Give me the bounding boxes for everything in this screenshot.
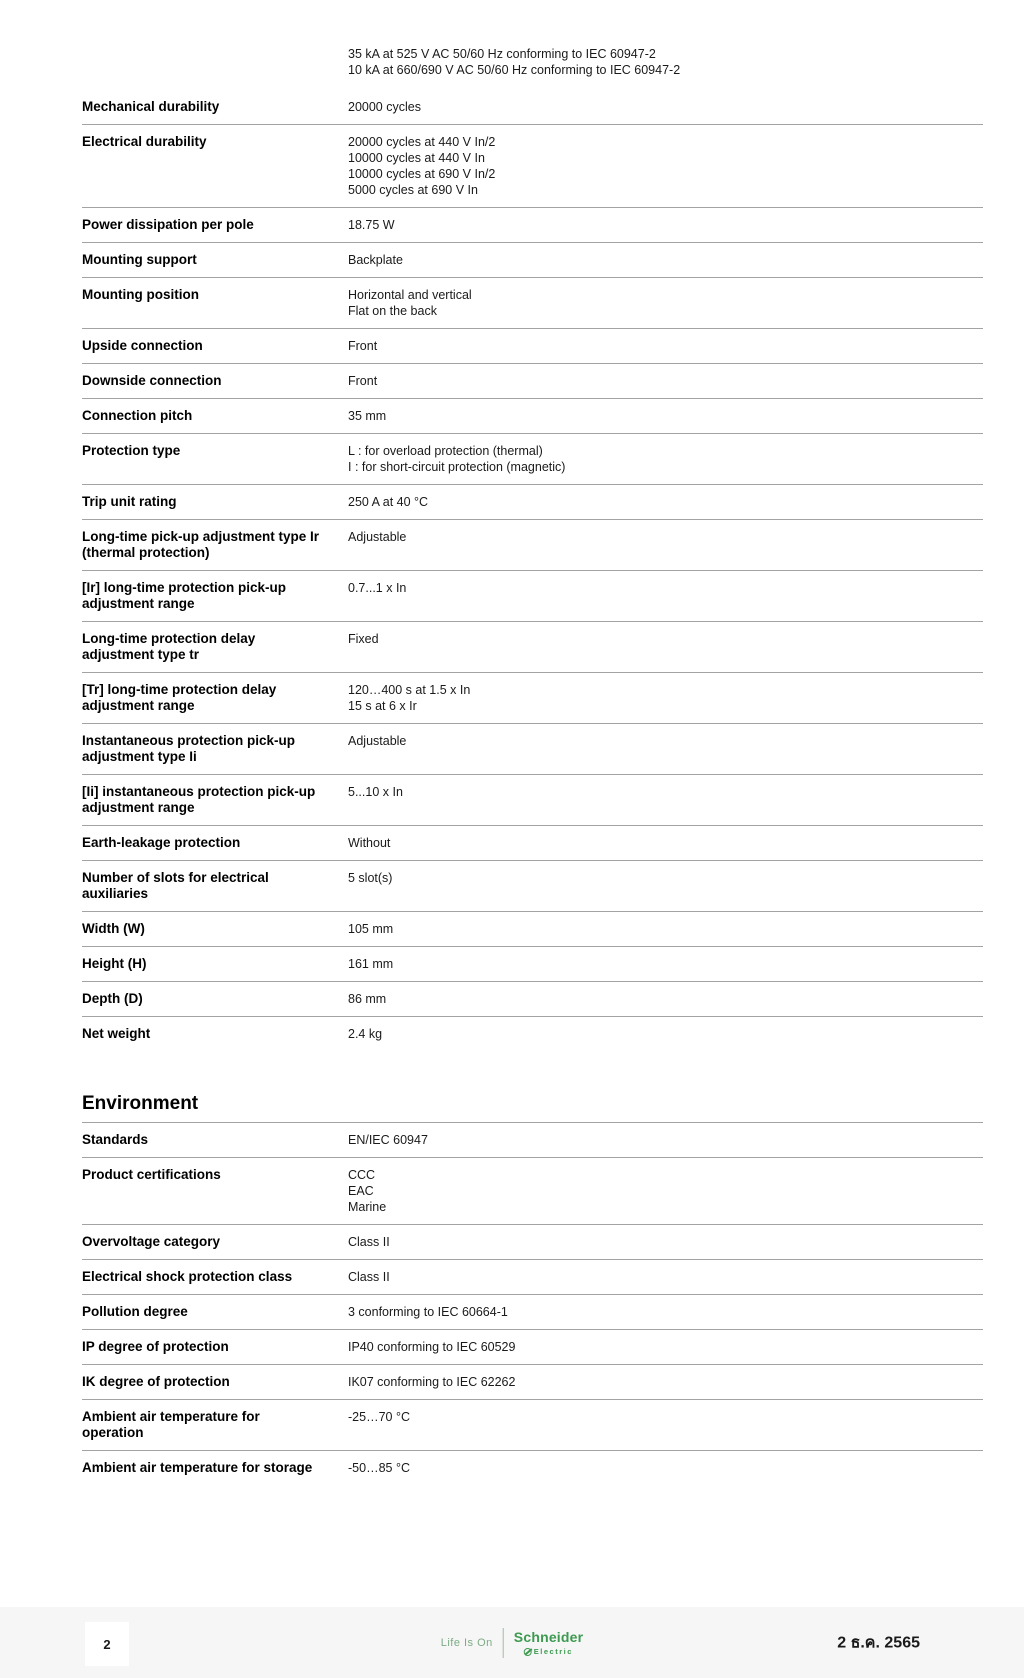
- brand-sub-label: Electric: [533, 1646, 573, 1656]
- spec-row-label: Trip unit rating: [82, 494, 177, 509]
- spec-row-values: [348, 1132, 983, 1148]
- table-row: [82, 90, 983, 124]
- spec-row-values: [348, 1339, 983, 1355]
- table-row: [82, 825, 983, 860]
- spec-row-values: [348, 921, 983, 937]
- spec-row-values: [348, 1460, 983, 1476]
- table-row: [82, 433, 983, 484]
- spec-row-label: Mounting position: [82, 287, 199, 302]
- spec-value-line: 86 mm: [348, 992, 387, 1006]
- spec-row-label: Mechanical durability: [82, 99, 220, 114]
- spec-value-line: 0.7...1 x In: [348, 581, 407, 595]
- spec-value-line: Flat on the back: [348, 304, 437, 318]
- spec-value-line: 161 mm: [348, 957, 394, 971]
- table-row: [82, 570, 983, 621]
- page-number: 2: [85, 1622, 129, 1666]
- spec-value-line: L : for overload protection (thermal): [348, 444, 543, 458]
- page-footer: [0, 1607, 1024, 1678]
- spec-row-label: Instantaneous protection pick-up adjustment type Ii: [82, 733, 296, 764]
- spec-value-line: 35 kA at 525 V AC 50/60 Hz conforming to IEC 60947-2: [348, 47, 656, 61]
- spec-value-line: 18.75 W: [348, 218, 395, 232]
- spec-row-label: Height (H): [82, 956, 147, 971]
- spec-row-label: Long-time pick-up adjustment type Ir (thermal protection): [82, 529, 320, 560]
- spec-value-line: 120…400 s at 1.5 x In: [348, 683, 471, 697]
- spec-value-line: IK07 conforming to IEC 62262: [348, 1375, 516, 1389]
- table-row: [82, 911, 983, 946]
- spec-row-values: [348, 870, 983, 902]
- spec-value-line: 10 kA at 660/690 V AC 50/60 Hz conforming to IEC 60947-2: [348, 63, 681, 77]
- spec-row-values: [348, 217, 983, 233]
- logo-divider: [503, 1628, 504, 1658]
- spec-row-label: Power dissipation per pole: [82, 217, 254, 232]
- table-row: [82, 1224, 983, 1259]
- spec-value-line: Without: [348, 836, 391, 850]
- spec-row-label: IK degree of protection: [82, 1374, 230, 1389]
- spec-row-label: Number of slots for electrical auxiliaries: [82, 870, 269, 901]
- table-row: [82, 328, 983, 363]
- spec-row-values: [348, 529, 983, 561]
- spec-row-values: [348, 733, 983, 765]
- spec-row-values: [348, 1374, 983, 1390]
- spec-value-line: Front: [348, 339, 378, 353]
- brand-wordmark: [514, 1630, 584, 1656]
- spec-row-values: [348, 784, 983, 816]
- spec-row-label: Long-time protection delay adjustment type tr: [82, 631, 256, 662]
- spec-value-line: Backplate: [348, 253, 403, 267]
- table-row: [82, 207, 983, 242]
- spec-row-label: [Ii] instantaneous protection pick-up adjustment range: [82, 784, 316, 815]
- spec-value-line: -50…85 °C: [348, 1461, 410, 1475]
- spec-value-line: 250 A at 40 °C: [348, 495, 429, 509]
- spec-value-line: EAC: [348, 1184, 374, 1198]
- spec-row-label: Product certifications: [82, 1167, 221, 1182]
- spec-row-values: [348, 494, 983, 510]
- spec-row-values: [348, 1167, 983, 1215]
- table-row: [82, 723, 983, 774]
- spec-value-line: 5...10 x In: [348, 785, 403, 799]
- spec-row-label: IP degree of protection: [82, 1339, 229, 1354]
- spec-row-label: Ambient air temperature for operation: [82, 1409, 260, 1440]
- spec-row-values: [348, 1026, 983, 1042]
- table-row: [82, 124, 983, 207]
- spec-value-line: Front: [348, 374, 378, 388]
- spec-value-line: 15 s at 6 x Ir: [348, 699, 417, 713]
- spec-value-line: 5000 cycles at 690 V In: [348, 183, 478, 197]
- spec-row-label: Depth (D): [82, 991, 143, 1006]
- spec-row-label: Earth-leakage protection: [82, 835, 241, 850]
- spec-row-values: [348, 956, 983, 972]
- spec-value-line: Class II: [348, 1235, 390, 1249]
- table-row: [82, 1259, 983, 1294]
- table-row: [82, 1016, 983, 1051]
- spec-row-values: [348, 1409, 983, 1441]
- spec-value-line: I : for short-circuit protection (magnetic): [348, 460, 566, 474]
- spec-value-line: 20000 cycles at 440 V In/2: [348, 135, 496, 149]
- spec-row-values: [348, 631, 983, 663]
- table-row: [82, 981, 983, 1016]
- spec-value-line: CCC: [348, 1168, 376, 1182]
- table-row: [82, 277, 983, 328]
- spec-row-values: [348, 580, 983, 612]
- spec-row-values: [348, 835, 983, 851]
- spec-row-label: Mounting support: [82, 252, 197, 267]
- spec-row-label: Electrical shock protection class: [82, 1269, 293, 1284]
- table-row: [82, 1450, 983, 1485]
- spec-row-label: [Tr] long-time protection delay adjustment range: [82, 682, 277, 713]
- schneider-electric-logo: [441, 1628, 584, 1658]
- table-row: [82, 242, 983, 277]
- spec-row-label: Electrical durability: [82, 134, 207, 149]
- spec-row-label: Protection type: [82, 443, 181, 458]
- spec-value-line: 105 mm: [348, 922, 394, 936]
- table-row: [82, 946, 983, 981]
- spec-content: [82, 40, 983, 1485]
- spec-row-values: [348, 991, 983, 1007]
- section-title-environment: Environment: [82, 1093, 983, 1123]
- spec-value-line: -25…70 °C: [348, 1410, 410, 1424]
- table-row: [82, 860, 983, 911]
- table-row: [82, 1399, 983, 1450]
- spec-row-values: [348, 134, 983, 198]
- spec-value-line: 2.4 kg: [348, 1027, 383, 1041]
- spec-row-label: Net weight: [82, 1026, 151, 1041]
- spec-value-line: 35 mm: [348, 409, 387, 423]
- table-row: [82, 1157, 983, 1224]
- spec-row-label: Ambient air temperature for storage: [82, 1460, 313, 1475]
- spec-value-line: 10000 cycles at 440 V In: [348, 151, 485, 165]
- spec-value-line: 10000 cycles at 690 V In/2: [348, 167, 496, 181]
- spec-row-values: [348, 1269, 983, 1285]
- schneider-glyph-icon: [524, 1648, 532, 1656]
- spec-row-values: [348, 252, 983, 268]
- brand-name: Schneider: [513, 1628, 584, 1645]
- spec-row-label: Overvoltage category: [82, 1234, 221, 1249]
- spec-row-label: Width (W): [82, 921, 145, 936]
- spec-value-line: Fixed: [348, 632, 379, 646]
- table-row: [82, 621, 983, 672]
- table-row: [82, 672, 983, 723]
- spec-value-line: 20000 cycles: [348, 100, 421, 114]
- table-row: [82, 363, 983, 398]
- spec-row-values: [348, 408, 983, 424]
- spec-row-values: [348, 287, 983, 319]
- spec-row-values: [348, 373, 983, 389]
- table-row: [82, 1123, 983, 1157]
- continuation-values: [82, 40, 983, 90]
- spec-table: [82, 90, 983, 1051]
- table-row: [82, 484, 983, 519]
- brand-subname: [514, 1648, 584, 1656]
- spec-value-line: Adjustable: [348, 530, 407, 544]
- spec-value-line: IP40 conforming to IEC 60529: [348, 1340, 516, 1354]
- spec-row-label: Connection pitch: [82, 408, 193, 423]
- table-row: [82, 519, 983, 570]
- life-is-on-tagline: Life Is On: [440, 1636, 493, 1649]
- spec-value-line: Horizontal and vertical: [348, 288, 472, 302]
- table-row: [82, 1329, 983, 1364]
- spec-value-line: EN/IEC 60947: [348, 1133, 428, 1147]
- table-row: [82, 1364, 983, 1399]
- environment-table: [82, 1123, 983, 1485]
- spec-value-line: Class II: [348, 1270, 390, 1284]
- spec-value-line: Adjustable: [348, 734, 407, 748]
- spec-row-label: Upside connection: [82, 338, 203, 353]
- table-row: [82, 398, 983, 433]
- spec-value-line: Marine: [348, 1200, 387, 1214]
- spec-row-values: [348, 443, 983, 475]
- spec-row-values: [348, 338, 983, 354]
- spec-row-values: [348, 682, 983, 714]
- table-row: [82, 774, 983, 825]
- spec-value-line: 5 slot(s): [348, 871, 393, 885]
- spec-row-label: Standards: [82, 1132, 149, 1147]
- spec-row-label: Downside connection: [82, 373, 222, 388]
- spec-value-line: 3 conforming to IEC 60664-1: [348, 1305, 508, 1319]
- spec-row-values: [348, 1234, 983, 1250]
- document-date: 2 ธ.ค. 2565: [837, 1634, 920, 1651]
- spec-row-label: Pollution degree: [82, 1304, 188, 1319]
- spec-row-values: [348, 99, 983, 115]
- spec-row-values: [348, 1304, 983, 1320]
- table-row: [82, 1294, 983, 1329]
- spec-row-label: [Ir] long-time protection pick-up adjustment range: [82, 580, 286, 611]
